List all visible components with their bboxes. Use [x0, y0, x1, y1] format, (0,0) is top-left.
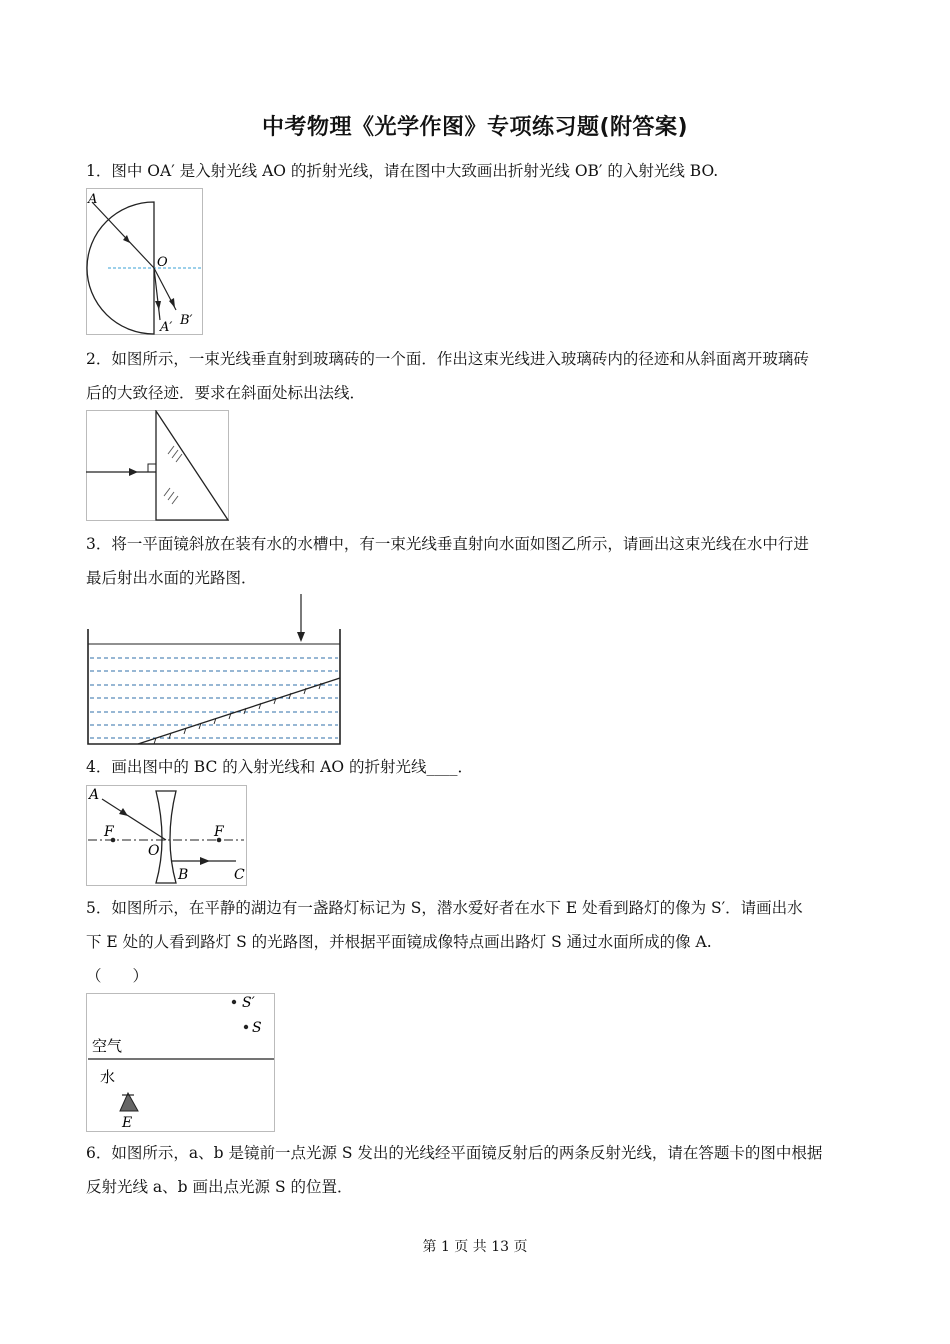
- question-2: [86, 342, 866, 410]
- figure-2-glass-prism: [86, 410, 230, 522]
- label-A: A: [89, 787, 100, 803]
- question-2-line-1: 2．如图所示，一束光线垂直射到玻璃砖的一个面．作出这束光线进入玻璃砖内的径迹和从斜面离开玻璃砖: [86, 350, 809, 368]
- question-5-line-3: （ ）: [86, 967, 149, 985]
- question-1-line-1: 1．图中 OA′ 是入射光线 AO 的折射光线，请在图中大致画出折射光线 OB′ 的入射光线 BO.: [86, 162, 719, 180]
- label-B-prime: B′: [180, 313, 193, 328]
- question-1: [86, 154, 866, 188]
- label-F-right: F: [214, 824, 224, 840]
- point-S-prime: [232, 1000, 236, 1004]
- question-5: [86, 891, 866, 993]
- label-O: O: [148, 843, 160, 859]
- figure-5-lake-streetlight: [86, 993, 276, 1133]
- question-2-line-2: 后的大致径迹．要求在斜面处标出法线．: [86, 384, 366, 402]
- diver-eye-icon: [120, 1093, 138, 1111]
- label-A-prime: A′: [160, 320, 173, 335]
- question-4: [86, 750, 866, 784]
- question-5-line-2: 下 E 处的人看到路灯 S 的光路图，并根据平面镜成像特点画出路灯 S 通过水面所成的像 A.: [86, 933, 712, 951]
- figure-1-semicircle-refraction: [86, 188, 204, 336]
- question-4-line-1: 4．画出图中的 BC 的入射光线和 AO 的折射光线____．: [86, 758, 474, 776]
- figure-2-frame: [87, 411, 229, 521]
- question-6-line-1: 6．如图所示，a、b 是镜前一点光源 S 发出的光线经平面镜反射后的两条反射光线，请在答题卡的图中根据: [86, 1144, 823, 1162]
- ray-OA-prime-arrow: [155, 301, 161, 310]
- question-3: [86, 527, 866, 595]
- ray-AO-arrow: [119, 808, 128, 816]
- figure-3-water-tank-mirror: [86, 594, 344, 746]
- concave-lens: [156, 791, 176, 883]
- glass-prism: [156, 411, 228, 520]
- label-air: 空气: [92, 1037, 123, 1055]
- water-lines: [90, 658, 338, 738]
- incident-ray-arrow: [129, 468, 138, 476]
- point-S: [244, 1025, 248, 1029]
- ray-AO: [92, 202, 154, 268]
- question-5-line-1: 5．如图所示，在平静的湖边有一盏路灯标记为 S，潜水爱好者在水下 E 处看到路灯的像为 S′．请画出水: [86, 899, 803, 917]
- label-C: C: [234, 867, 245, 883]
- vertical-light-ray-arrow: [297, 632, 305, 642]
- glass-hatch-marks: [164, 446, 182, 504]
- figure-4-concave-lens: [86, 785, 248, 887]
- ray-BC-arrow: [200, 857, 210, 865]
- question-3-line-2: 最后射出水面的光路图．: [86, 569, 257, 587]
- question-6-line-2: 反射光线 a、b 画出点光源 S 的位置．: [86, 1178, 353, 1196]
- label-S: S: [252, 1020, 262, 1036]
- label-O: O: [157, 255, 168, 270]
- label-E: E: [122, 1115, 133, 1131]
- figure-5-frame: [87, 994, 275, 1132]
- label-B: B: [178, 867, 189, 883]
- question-6: [86, 1136, 866, 1204]
- question-3-line-1: 3．将一平面镜斜放在装有水的水槽中，有一束光线垂直射向水面如图乙所示，请画出这束光线在水中行进: [86, 535, 809, 553]
- label-F-left: F: [104, 824, 114, 840]
- plane-mirror: [138, 678, 340, 744]
- water-tank: [88, 629, 340, 744]
- right-angle-mark: [148, 464, 156, 472]
- label-S-prime: S′: [242, 995, 255, 1011]
- label-A: A: [88, 192, 98, 207]
- page-footer: 第 1 页 共 13 页: [422, 1239, 528, 1255]
- page-title: 中考物理《光学作图》专项练习题(附答案): [261, 115, 689, 140]
- label-water: 水: [100, 1068, 116, 1086]
- ray-OA-prime: [154, 268, 160, 320]
